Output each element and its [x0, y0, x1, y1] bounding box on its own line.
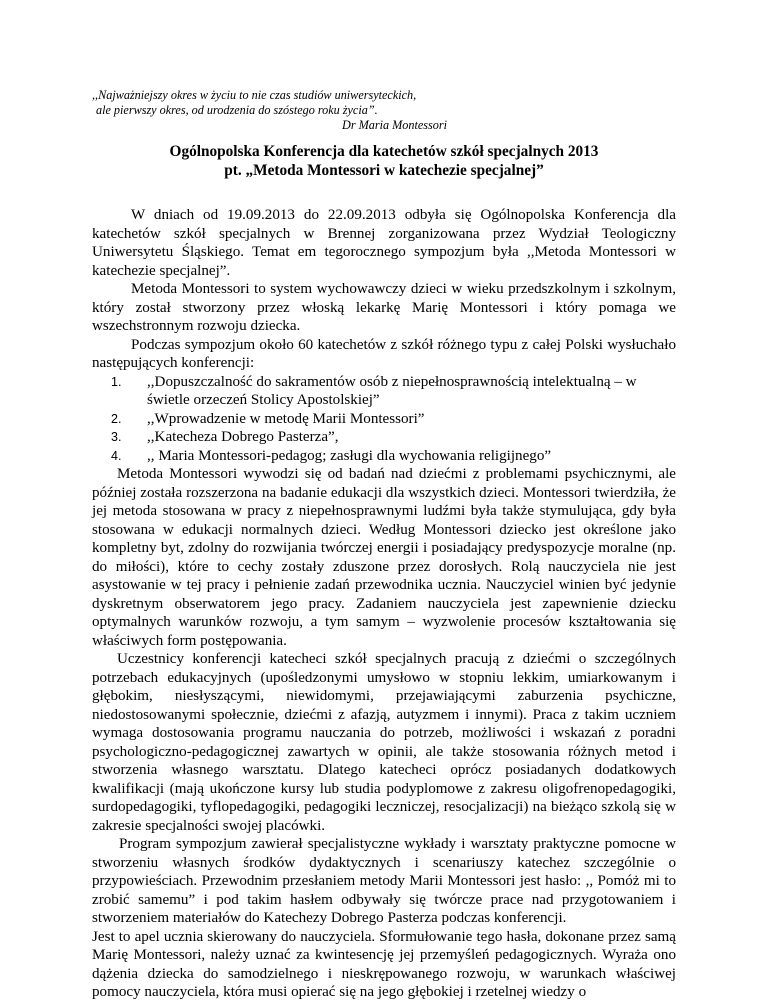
quote-line-2: ale pierwszy okres, od urodzenia do szóstego roku życia”.: [96, 103, 378, 117]
paragraph-intro: W dniach od 19.09.2013 do 22.09.2013 odbyła się Ogólnopolska Konferencja dla katechetów szkół specjalnych w Brennej zorganizowana przez Wydział Teologiczny Uniwersytetu Śląskiego. Temat em tegorocznego sympozjum była ,,Metoda Montessori w katechezie specjalnej”.: [92, 207, 676, 279]
paragraph-conferences-intro: Podczas sympozjum około 60 katechetów z szkół różnego typu z całej Polski wysłuchało następujących konferencji:: [92, 336, 676, 371]
paragraph-method-origin: Metoda Montessori wywodzi się od badań nad dziećmi z problemami psychicznymi, ale później została rozszerzona na badanie edukacji dla wszystkich dzieci. Montessori twierdziła, że jej metoda stosowana w pracy z niepełnosprawnymi ludźmi była także stymulująca, gdy była stosowana w edukacji normalnych dzieci. Według Montessori dziecko jest określone jako kompletny byt, zdolny do rozwijania twórczej energii i posiadający predyspozycje moralne (np. do miłości), które to cechy zostały zduszone przez dorosłych. Rolą nauczyciela nie jest asystowanie w tej pracy i pełnienie zadań przewodnika ucznia. Nauczyciel winien być jedynie dyskretnym obserwatorem jego pracy. Zadaniem nauczyciela jest zapewnienie dziecku optymalnych warunków rozwoju, a tym samym – wyzwolenie procesów kształtowania się właściwych form postępowania.: [92, 466, 676, 649]
paragraph-participants: Uczestnicy konferencji katecheci szkół specjalnych pracują z dziećmi o szczególnych potrzebach edukacyjnych (upośledzonymi umysłowo w stopniu lekkim, umiarkowanym i głębokim, niesłyszącymi, niewidomymi, przejawiającymi zaburzenia psychiczne, niedostosowanymi społecznie, dziećmi z afazją, autyzmem i innymi). Praca z takim uczniem wymaga dostosowania programu nauczania do potrzeb, możliwości i wskazań z poradni psychologiczno-pedagogicznej zawartych w opinii, ale także stosowania różnych metod i stworzenia własnego warsztatu. Dlatego katecheci oprócz posiadanych dodatkowych kwalifikacji (mają ukończone kursy lub studia podyplomowe z zakresu oligofrenopedagogiki, surdopedagogiki, tyflopedagogiki, pedagogiki leczniczej, resocjalizacji) na bieżąco szkolą się w zakresie specjalności swojej placówki.: [92, 651, 676, 834]
document-body: [92, 206, 676, 1002]
document-title-line-2: pt. „Metoda Montessori w katechezie specjalnej”: [224, 162, 544, 179]
list-text: ,,Wprowadzenie w metodę Marii Montessori”: [147, 410, 425, 427]
list-number: 1.: [111, 374, 122, 389]
list-item: [111, 373, 676, 410]
list-item: [111, 428, 676, 447]
epigraph-quote: [92, 88, 452, 133]
paragraph-motto: Jest to apel ucznia skierowany do nauczyciela. Sformułowanie tego hasła, dokonane przez samą Marię Montessori, należy uznać za kwintesencję jej przemyśleń pedagogicznych. Wyraża ono dążenia dziecka do samodzielnego i nieskrępowanego rozwoju, w warunkach właściwej pomocy nauczyciela, która musi opierać się na jego głębokiej i rzetelnej wiedzy o: [92, 928, 676, 1000]
paragraph-program: Program sympozjum zawierał specjalistyczne wykłady i warsztaty praktyczne pomocne w stworzeniu własnych środków dydaktycznych i scenariuszy katechez szczególnie o przypowieściach. Przewodnim przesłaniem metody Marii Montessori jest hasło: ,, Pomóż mi to zrobić samemu” i pod takim hasłem odbywały się twórcze prace nad przygotowaniem i stworzeniem materiałów do Katechezy Dobrego Pasterza podczas konferencji.: [92, 836, 676, 926]
quote-line-1: ,,Najważniejszy okres w życiu to nie czas studiów uniwersyteckich,: [92, 88, 417, 102]
list-number: 2.: [111, 411, 122, 426]
list-number: 3.: [111, 430, 122, 444]
quote-author: Dr Maria Montessori: [342, 118, 447, 132]
conference-list: [92, 373, 676, 466]
list-text: ,, Maria Montessori-pedagog; zasługi dla wychowania religijnego”: [147, 447, 552, 464]
list-item: [111, 447, 676, 466]
list-text: ,,Katecheza Dobrego Pasterza”,: [147, 429, 339, 445]
paragraph-method-definition: Metoda Montessori to system wychowawczy dzieci w wieku przedszkolnym i szkolnym, który został stworzony przez włoską lekarkę Marię Montessori i który pomaga we wszechstronnym rozwoju dziecka.: [92, 281, 676, 334]
list-item: [111, 410, 676, 429]
list-text: ,,Dopuszczalność do sakramentów osób z niepełnosprawnością intelektualną – w świetle orzeczeń Stolicy Apostolskiej”: [147, 373, 637, 408]
document-title-line-1: Ogólnopolska Konferencja dla katechetów szkół specjalnych 2013: [169, 143, 599, 160]
list-number: 4.: [111, 448, 122, 463]
